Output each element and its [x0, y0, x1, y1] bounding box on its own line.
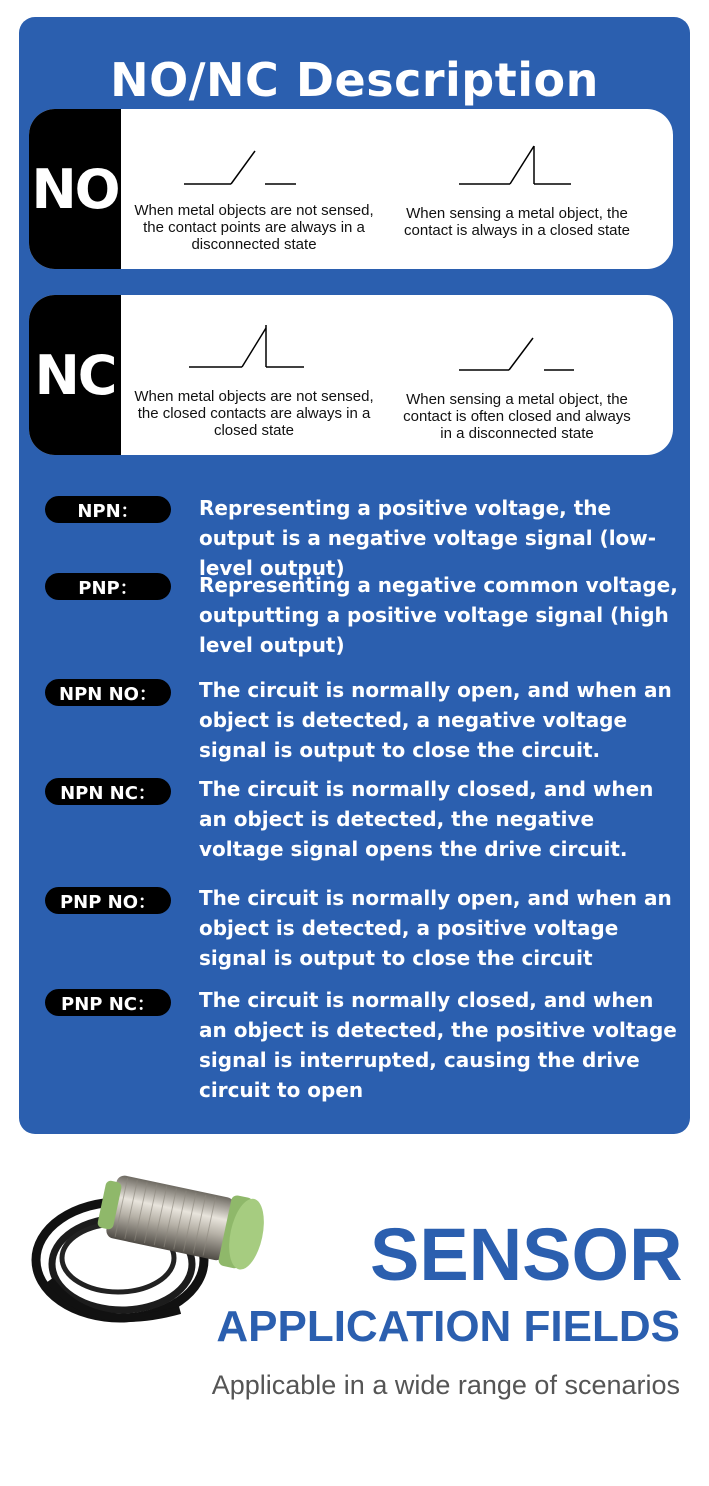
closed-contact-symbol — [184, 320, 334, 370]
tag-pnp: PNP： — [45, 573, 171, 600]
sensor-heading: SENSOR — [370, 1213, 683, 1296]
nc-label: NC — [29, 295, 121, 455]
nc-left-desc: When metal objects are not sensed, the closed contacts are always in a closed state — [134, 388, 374, 439]
closed-contact-symbol — [454, 139, 604, 189]
no-right-desc: When sensing a metal object, the contact is always in a closed state — [404, 205, 630, 239]
row-text-npn-no: The circuit is normally open, and when an object is detected, a negative voltage signal is output to close the circuit. — [199, 678, 672, 762]
row-text-pnp: Representing a negative common voltage, outputting a positive voltage signal (high level output) — [199, 573, 678, 657]
tag-npn-no: NPN NO： — [45, 679, 171, 706]
no-left-desc: When metal objects are not sensed, the contact points are always in a disconnected state — [134, 202, 374, 253]
nc-card — [29, 295, 673, 455]
open-contact-symbol — [454, 335, 604, 385]
row-text-npn-nc: The circuit is normally closed, and when an object is detected, the negative voltage signal opens the drive circuit. — [199, 777, 654, 861]
row-text-pnp-no: The circuit is normally open, and when an object is detected, a positive voltage signal is output to close the circuit — [199, 886, 672, 970]
application-fields-heading: APPLICATION FIELDS — [216, 1302, 680, 1351]
tag-pnp-no: PNP NO： — [45, 887, 171, 914]
open-contact-symbol — [179, 149, 329, 199]
row-text-pnp-nc: The circuit is normally closed, and when an object is detected, the positive voltage signal is interrupted, causing the drive circuit to open — [199, 988, 677, 1102]
tag-pnp-nc: PNP NC： — [45, 989, 171, 1016]
tag-npn: NPN： — [45, 496, 171, 523]
tag-npn-nc: NPN NC： — [45, 778, 171, 805]
row-text-npn: Representing a positive voltage, the output is a negative voltage signal (low-level output) — [199, 496, 657, 580]
panel-title: NO/NC Description — [110, 53, 599, 107]
no-label: NO — [29, 109, 121, 269]
nc-right-desc: When sensing a metal object, the contact is often closed and always in a disconnected state — [403, 391, 631, 442]
tagline: Applicable in a wide range of scenarios — [211, 1370, 680, 1400]
no-card — [29, 109, 673, 269]
